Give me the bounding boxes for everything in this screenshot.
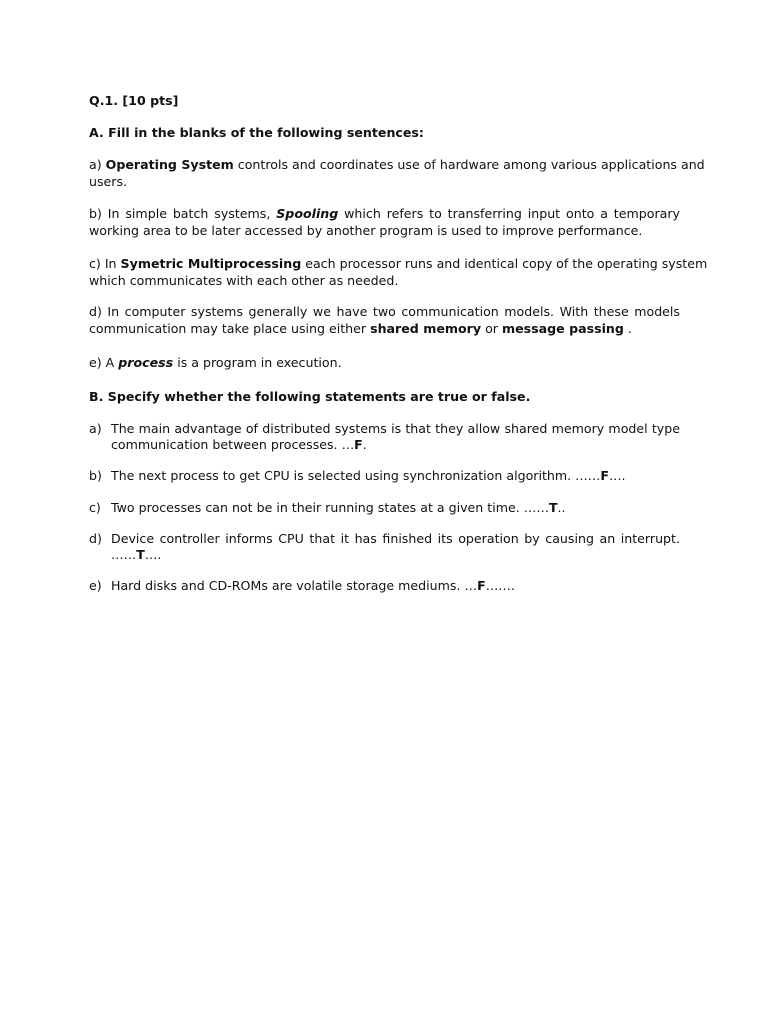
tf-item-label: a) bbox=[89, 421, 102, 436]
section-a-title: A. Fill in the blanks of the following sentences: bbox=[89, 125, 424, 140]
tf-item-dots: …. bbox=[144, 547, 162, 562]
blank-e-answer: process bbox=[118, 355, 174, 370]
blank-a-line2: users. bbox=[89, 174, 128, 189]
blank-a-prefix: a) bbox=[89, 157, 106, 172]
tf-item-text: …… bbox=[111, 547, 137, 562]
tf-answer: T bbox=[548, 500, 558, 515]
blank-d-line1: d) In computer systems generally we have two communication models. With these models bbox=[89, 304, 680, 319]
tf-item-text-line1 bbox=[111, 499, 680, 516]
tf-item-text: The next process to get CPU is selected using synchronization algorithm. …… bbox=[111, 468, 601, 483]
tf-item-text-line1: Device controller informs CPU that it has finished its operation by causing an interrupt. bbox=[111, 531, 680, 546]
blank-a-answer: Operating System bbox=[105, 157, 234, 172]
tf-answer: T bbox=[136, 547, 145, 562]
tf-item-dots: . bbox=[362, 437, 367, 452]
blank-c-answer: Symetric Multiprocessing bbox=[120, 256, 302, 271]
tf-item-label: e) bbox=[89, 578, 102, 593]
blank-c-prefix: c) In bbox=[89, 256, 121, 271]
blank-b-answer: Spooling bbox=[276, 206, 339, 221]
section-b-title: B. Specify whether the following statements are true or false. bbox=[89, 389, 531, 404]
blank-e-rest: is a program in execution. bbox=[173, 355, 342, 370]
tf-answer: F bbox=[354, 437, 363, 452]
tf-item-dots: ……. bbox=[485, 578, 515, 593]
tf-item-text-line1: The main advantage of distributed systems is that they allow shared memory model type bbox=[111, 421, 680, 436]
blank-b-rest: which refers to transferring input onto a temporary bbox=[338, 206, 680, 221]
tf-item-text: communication between processes. … bbox=[111, 437, 355, 452]
blank-d-prefix: communication may take place using either bbox=[89, 321, 371, 336]
tf-answer: F bbox=[477, 578, 486, 593]
blank-e-prefix: e) A bbox=[89, 355, 119, 370]
tf-item-dots: .. bbox=[557, 500, 566, 515]
tf-item-text-line2 bbox=[111, 546, 680, 563]
tf-item-text-line1 bbox=[111, 577, 680, 594]
tf-item-label: c) bbox=[89, 500, 101, 515]
blank-c-line2: which communicates with each other as needed. bbox=[89, 273, 399, 288]
blank-b-prefix: b) In simple batch systems, bbox=[89, 206, 277, 221]
tf-item-label: d) bbox=[89, 531, 102, 546]
tf-item-text: Hard disks and CD-ROMs are volatile storage mediums. … bbox=[111, 578, 478, 593]
tf-item-text-line1 bbox=[111, 467, 680, 484]
blank-e-line1 bbox=[89, 354, 680, 371]
blank-b-line1 bbox=[89, 205, 680, 222]
blank-a-rest: controls and coordinates use of hardware among various applications and bbox=[233, 157, 705, 172]
blank-d-suffix: . bbox=[623, 321, 632, 336]
blank-d-middle: or bbox=[481, 321, 502, 336]
question-header: Q.1. [10 pts] bbox=[89, 93, 179, 108]
blank-b-line2: working area to be later accessed by another program is used to improve performance. bbox=[89, 223, 643, 238]
tf-item-text-line2 bbox=[111, 436, 680, 453]
blank-d-answer1: shared memory bbox=[370, 321, 482, 336]
tf-item-label: b) bbox=[89, 468, 102, 483]
tf-answer: F bbox=[600, 468, 609, 483]
blank-d-answer2: message passing bbox=[501, 321, 624, 336]
blank-c-rest: each processor runs and identical copy of the operating system bbox=[301, 256, 708, 271]
tf-item-dots: …. bbox=[608, 468, 626, 483]
blank-d-line2 bbox=[89, 320, 680, 337]
blank-a-line1 bbox=[89, 156, 705, 173]
blank-c-line1 bbox=[89, 255, 708, 272]
tf-item-text: Two processes can not be in their running states at a given time. …… bbox=[111, 500, 549, 515]
